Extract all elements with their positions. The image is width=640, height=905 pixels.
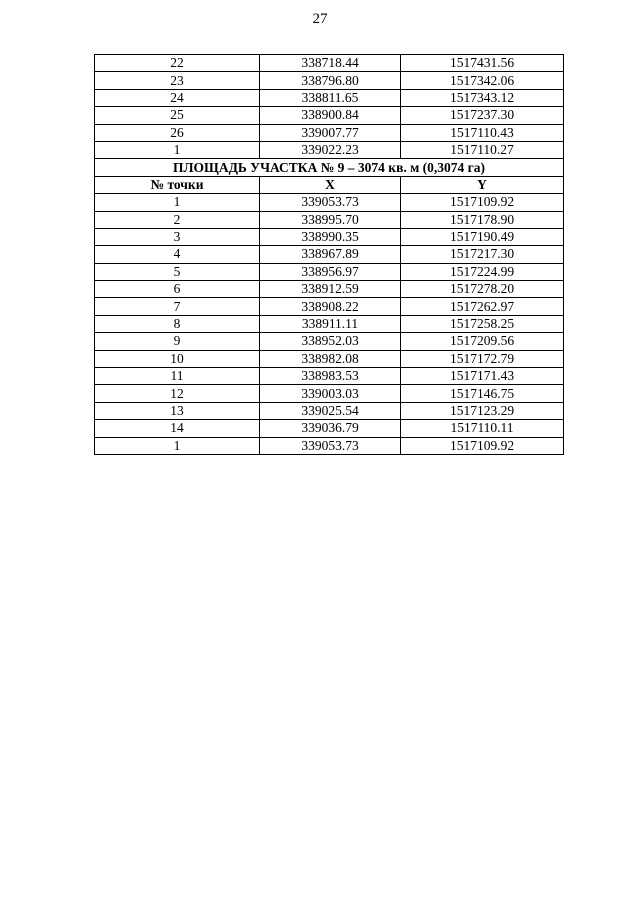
y-coordinate-cell: 1517258.25 xyxy=(401,315,564,332)
point-number-cell: 1 xyxy=(95,437,260,454)
coordinates-table xyxy=(94,54,564,455)
x-coordinate-cell: 338811.65 xyxy=(260,89,401,106)
x-coordinate-cell: 339025.54 xyxy=(260,402,401,419)
table-body-plot-9 xyxy=(95,194,564,455)
y-coordinate-cell: 1517278.20 xyxy=(401,281,564,298)
section-caption: ПЛОЩАДЬ УЧАСТКА № 9 – 3074 кв. м (0,3074 га) xyxy=(95,159,564,176)
table-row xyxy=(95,246,564,263)
table-row xyxy=(95,350,564,367)
point-number-cell: 5 xyxy=(95,263,260,280)
table-row xyxy=(95,141,564,158)
x-coordinate-cell: 338796.80 xyxy=(260,72,401,89)
point-number-cell: 11 xyxy=(95,368,260,385)
x-coordinate-cell: 338912.59 xyxy=(260,281,401,298)
x-coordinate-cell: 339003.03 xyxy=(260,385,401,402)
x-coordinate-cell: 338718.44 xyxy=(260,55,401,72)
y-coordinate-cell: 1517110.43 xyxy=(401,124,564,141)
point-number-cell: 26 xyxy=(95,124,260,141)
x-coordinate-cell: 338900.84 xyxy=(260,107,401,124)
table-section-header xyxy=(95,159,564,194)
x-coordinate-cell: 339022.23 xyxy=(260,141,401,158)
table-row xyxy=(95,72,564,89)
section-caption-row xyxy=(95,159,564,176)
y-coordinate-cell: 1517217.30 xyxy=(401,246,564,263)
table-row xyxy=(95,107,564,124)
point-number-cell: 8 xyxy=(95,315,260,332)
column-header-y: Y xyxy=(401,176,564,193)
y-coordinate-cell: 1517178.90 xyxy=(401,211,564,228)
point-number-cell: 13 xyxy=(95,402,260,419)
table-row xyxy=(95,89,564,106)
column-header-point-number: № точки xyxy=(95,176,260,193)
x-coordinate-cell: 338982.08 xyxy=(260,350,401,367)
point-number-cell: 1 xyxy=(95,194,260,211)
point-number-cell: 7 xyxy=(95,298,260,315)
table-row xyxy=(95,368,564,385)
table-row xyxy=(95,124,564,141)
x-coordinate-cell: 339053.73 xyxy=(260,194,401,211)
x-coordinate-cell: 338995.70 xyxy=(260,211,401,228)
point-number-cell: 10 xyxy=(95,350,260,367)
y-coordinate-cell: 1517209.56 xyxy=(401,333,564,350)
y-coordinate-cell: 1517224.99 xyxy=(401,263,564,280)
point-number-cell: 12 xyxy=(95,385,260,402)
table-row xyxy=(95,55,564,72)
table-body-previous-plot xyxy=(95,55,564,159)
y-coordinate-cell: 1517342.06 xyxy=(401,72,564,89)
point-number-cell: 3 xyxy=(95,228,260,245)
table-row xyxy=(95,281,564,298)
y-coordinate-cell: 1517343.12 xyxy=(401,89,564,106)
x-coordinate-cell: 339007.77 xyxy=(260,124,401,141)
y-coordinate-cell: 1517110.27 xyxy=(401,141,564,158)
table-row xyxy=(95,420,564,437)
column-header-x: X xyxy=(260,176,401,193)
x-coordinate-cell: 338908.22 xyxy=(260,298,401,315)
y-coordinate-cell: 1517146.75 xyxy=(401,385,564,402)
y-coordinate-cell: 1517262.97 xyxy=(401,298,564,315)
table-row xyxy=(95,211,564,228)
table-row xyxy=(95,437,564,454)
point-number-cell: 14 xyxy=(95,420,260,437)
y-coordinate-cell: 1517110.11 xyxy=(401,420,564,437)
point-number-cell: 2 xyxy=(95,211,260,228)
x-coordinate-cell: 338983.53 xyxy=(260,368,401,385)
y-coordinate-cell: 1517109.92 xyxy=(401,194,564,211)
column-header-row xyxy=(95,176,564,193)
table-row xyxy=(95,298,564,315)
point-number-cell: 23 xyxy=(95,72,260,89)
point-number-cell: 6 xyxy=(95,281,260,298)
x-coordinate-cell: 338956.97 xyxy=(260,263,401,280)
y-coordinate-cell: 1517237.30 xyxy=(401,107,564,124)
point-number-cell: 9 xyxy=(95,333,260,350)
point-number-cell: 4 xyxy=(95,246,260,263)
table-row xyxy=(95,263,564,280)
x-coordinate-cell: 338990.35 xyxy=(260,228,401,245)
y-coordinate-cell: 1517431.56 xyxy=(401,55,564,72)
x-coordinate-cell: 338967.89 xyxy=(260,246,401,263)
point-number-cell: 24 xyxy=(95,89,260,106)
y-coordinate-cell: 1517172.79 xyxy=(401,350,564,367)
x-coordinate-cell: 339053.73 xyxy=(260,437,401,454)
point-number-cell: 25 xyxy=(95,107,260,124)
x-coordinate-cell: 338952.03 xyxy=(260,333,401,350)
y-coordinate-cell: 1517109.92 xyxy=(401,437,564,454)
point-number-cell: 22 xyxy=(95,55,260,72)
x-coordinate-cell: 339036.79 xyxy=(260,420,401,437)
table-row xyxy=(95,194,564,211)
y-coordinate-cell: 1517123.29 xyxy=(401,402,564,419)
point-number-cell: 1 xyxy=(95,141,260,158)
table-row xyxy=(95,315,564,332)
y-coordinate-cell: 1517190.49 xyxy=(401,228,564,245)
table-row xyxy=(95,385,564,402)
table-row xyxy=(95,333,564,350)
table-row xyxy=(95,228,564,245)
x-coordinate-cell: 338911.11 xyxy=(260,315,401,332)
table-row xyxy=(95,402,564,419)
page-number: 27 xyxy=(312,11,328,27)
y-coordinate-cell: 1517171.43 xyxy=(401,368,564,385)
